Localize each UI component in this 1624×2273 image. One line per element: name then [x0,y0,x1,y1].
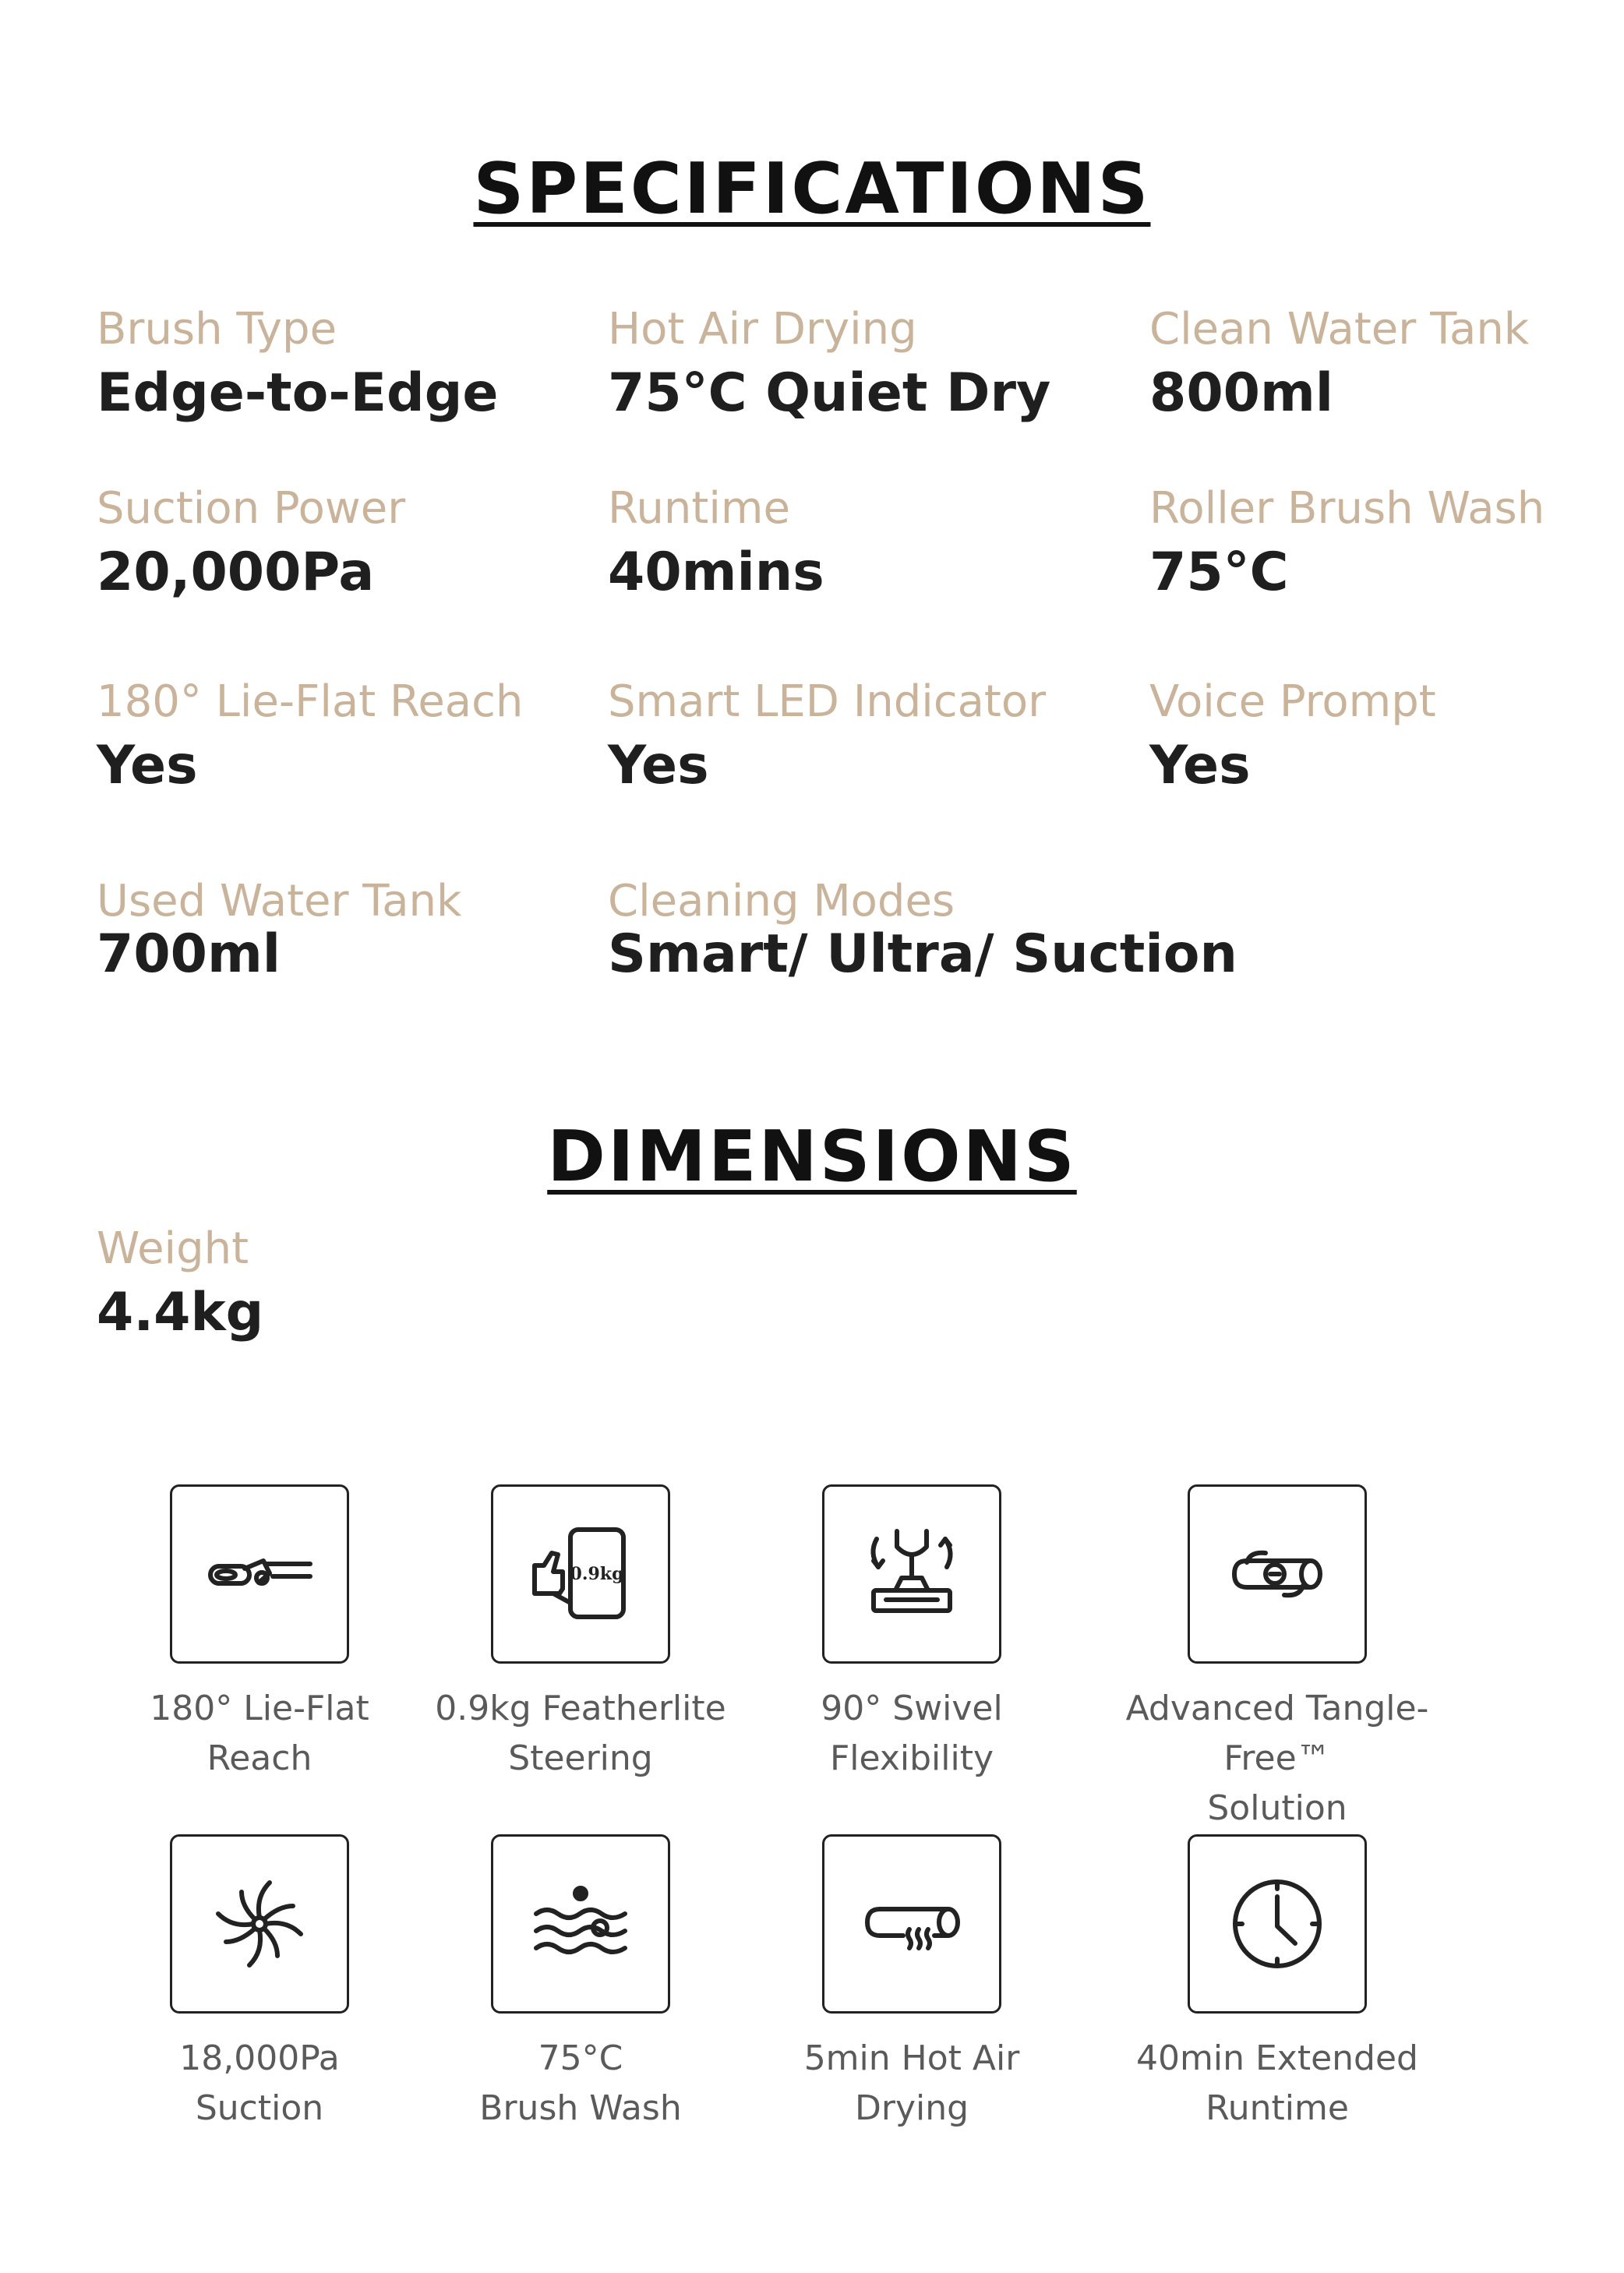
feature-hot-air-drying [725,1834,1099,2134]
spec-value: Edge-to-Edge [97,362,499,424]
feature-caption: 90° Swivel Flexibility [821,1689,1003,1778]
spec-value: 20,000Pa [97,541,375,603]
spec-label: Used Water Tank [97,876,462,926]
spec-value: 700ml [97,923,281,985]
spec-value: 40mins [608,541,824,603]
feature-caption: Advanced Tangle-Free™ Solution [1125,1689,1429,1828]
spec-runtime [608,485,824,602]
spec-value: 75°C Quiet Dry [608,362,1051,424]
spec-value: Yes [1149,734,1251,796]
spec-label: Runtime [608,483,790,534]
tangle-free-roller-icon [1188,1484,1367,1664]
spec-value: 800ml [1149,362,1334,424]
feature-swivel [725,1484,1099,1784]
specifications-heading: SPECIFICATIONS [473,148,1151,230]
hot-air-roller-icon [822,1834,1001,2014]
suction-vortex-icon [170,1834,349,2014]
feature-caption: 40min Extended Runtime [1136,2038,1418,2128]
spec-weight [97,1225,263,1342]
spec-value: Yes [608,734,709,796]
spec-label: Clean Water Tank [1149,304,1530,355]
spec-label: Roller Brush Wash [1149,483,1545,534]
dimensions-heading: DIMENSIONS [547,1116,1077,1198]
spec-used-water-tank [97,877,461,983]
spec-label: Weight [97,1223,249,1274]
spec-suction-power [97,485,405,602]
spec-label: 180° Lie-Flat Reach [97,676,524,727]
spec-label: Hot Air Drying [608,304,917,355]
spec-label: Suction Power [97,483,406,534]
spec-label: Smart LED Indicator [608,676,1047,727]
feature-caption: 180° Lie-Flat Reach [150,1689,369,1778]
feature-runtime [1090,1834,1464,2134]
spec-label: Cleaning Modes [608,876,955,926]
feature-caption: 5min Hot Air Drying [803,2038,1020,2128]
spec-label: Brush Type [97,304,337,355]
spec-value: 75°C [1149,541,1289,603]
spec-value: 4.4kg [97,1281,264,1343]
swivel-head-icon [822,1484,1001,1664]
spec-cleaning-modes [608,877,1237,983]
spec-hot-air-drying [608,305,1050,422]
clock-icon [1188,1834,1367,2014]
feature-suction [72,1834,447,2134]
spec-lie-flat-reach [97,678,523,795]
feature-caption: 75°C Brush Wash [479,2038,682,2128]
feature-caption: 0.9kg Featherlite Steering [435,1689,726,1778]
feature-tangle-free [1090,1484,1464,1834]
lie-flat-vacuum-icon [170,1484,349,1664]
spec-roller-brush-wash [1149,485,1545,602]
featherlite-steering-icon [491,1484,670,1664]
spec-clean-water-tank [1149,305,1529,422]
svg-text:0.9kg: 0.9kg [570,1564,624,1584]
spec-label: Voice Prompt [1149,676,1436,727]
spec-voice-prompt [1149,678,1436,795]
spec-brush-type [97,305,499,422]
spec-value: Yes [97,734,198,796]
hot-water-wash-icon [491,1834,670,2014]
feature-lie-flat [72,1484,447,1784]
feature-caption: 18,000Pa Suction [179,2038,340,2128]
feature-featherlite-steering [394,1484,768,1784]
spec-smart-led-indicator [608,678,1046,795]
feature-brush-wash [394,1834,768,2134]
spec-value: Smart/ Ultra/ Suction [608,923,1237,985]
